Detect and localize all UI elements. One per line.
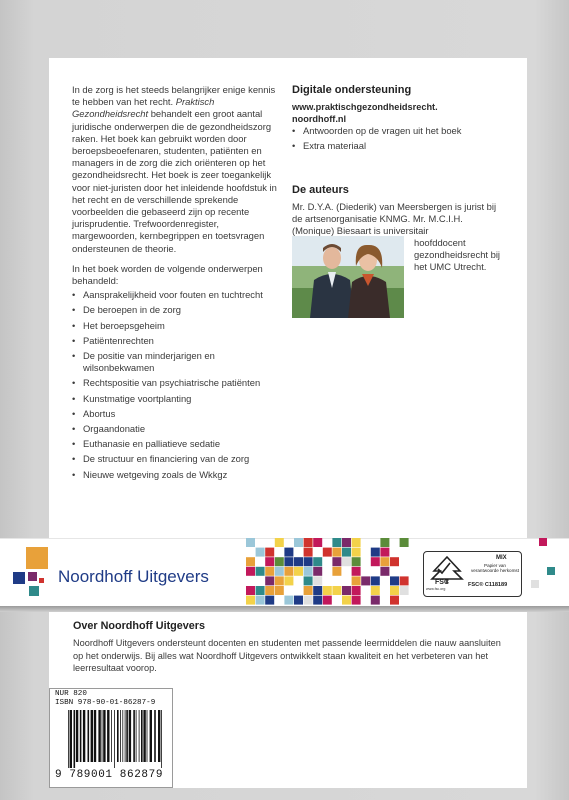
mosaic-tile: [313, 567, 322, 576]
authors-text-continued: hoofddocent gezondheidsrecht bij het UMC Utrecht.: [414, 237, 500, 273]
mosaic-tile: [371, 596, 380, 605]
barcode-bar: [147, 710, 148, 762]
list-item: • Extra materiaal: [292, 140, 502, 152]
barcode-bar: [111, 710, 112, 762]
mosaic-tile: [371, 576, 380, 585]
mosaic-tile: [275, 538, 284, 547]
mosaic-tile: [284, 567, 293, 576]
barcode-bar: [94, 710, 96, 762]
mosaic-tile: [361, 557, 370, 566]
barcode-bar: [91, 710, 93, 762]
mosaic-tile: [246, 557, 255, 566]
mosaic-tile: [256, 567, 265, 576]
fsc-logo-label: FSC: [435, 579, 449, 586]
mosaic-tile: [342, 557, 351, 566]
support-url-line-1: www.praktischgezondheidsrecht.: [292, 102, 438, 112]
mosaic-tile: [400, 586, 409, 595]
mosaic-tile: [323, 586, 332, 595]
mosaic-tile: [313, 538, 322, 547]
mosaic-tile: [400, 538, 409, 547]
mosaic-tile: [265, 548, 274, 557]
authors-heading: De auteurs: [292, 184, 349, 196]
barcode-bar: [117, 710, 119, 762]
mosaic-tile: [284, 557, 293, 566]
mosaic-tile: [304, 548, 313, 557]
barcode-digits: 9 789001 862879: [55, 769, 164, 781]
mosaic-tile: [275, 576, 284, 585]
barcode-bar: [120, 710, 121, 762]
publisher-logo-text: Noordhoff Uitgevers: [58, 567, 209, 586]
topics-intro: In het boek worden de volgende onderwerpen behandeld:: [72, 262, 263, 287]
mosaic-tile: [256, 548, 265, 557]
mosaic-tile: [380, 557, 389, 566]
barcode-bar: [74, 710, 76, 768]
mosaic-tile: [323, 548, 332, 557]
mosaic-tile: [352, 567, 361, 576]
about-text: Noordhoff Uitgevers ondersteunt docenten en studenten met passende leermiddelen die nauw aansluiten op het onderwijs. Bij alles wat Noordhoff Uitgevers ontwikkelt staan kwaliteit en het verbeteren van het leerresultaat voorop.: [73, 638, 501, 674]
barcode-bar: [136, 710, 137, 762]
mosaic-tile: [294, 567, 303, 576]
fsc-code: FSC® C118189: [468, 582, 508, 588]
barcode-bar: [125, 710, 126, 762]
mosaic-tile: [304, 596, 313, 605]
list-item: • Nieuwe wetgeving zoals de Wkkgz: [72, 469, 282, 481]
barcode-bar: [126, 710, 128, 762]
isbn-block: [55, 690, 155, 708]
mosaic-tile: [246, 596, 255, 605]
list-item: • Rechtspositie van psychiatrische patiënten: [72, 377, 282, 389]
mosaic-tile: [361, 586, 370, 595]
barcode-bar: [107, 710, 109, 762]
fsc-label: [423, 551, 522, 597]
mosaic-tile: [313, 596, 322, 605]
isbn-code: ISBN 978-90-01-86287-9: [55, 699, 156, 707]
intro-paragraph: In de zorg is het steeds belangrijker enige kennis te hebben van het recht. Praktisch Gezondheidsrecht behandelt een groot aantal juridische onderwerpen die de gezondheidszorg raken. Het boek kan gebruikt worden door beroepsbeoefenaren, studenten, patiënten en managers in de zorg die zich oriënteren op het gezondheidsrecht. Het boek is zeer toegankelijk voor niet-juristen door het inleidende hoofdstuk in het recht en de verschillende sprekende voorbeelden die gebaseerd zijn op recente jurisprudentie. Trefwoordenregister, margewoorden, kernbegrippen en toetsvragen ondersteunen de theorie.: [72, 84, 277, 254]
mosaic-tile: [284, 548, 293, 557]
mosaic-tile: [275, 586, 284, 595]
list-item: • Kunstmatige voortplanting: [72, 393, 282, 405]
mosaic-tile: [342, 586, 351, 595]
mosaic-tile: [352, 538, 361, 547]
mosaic-tile: [380, 538, 389, 547]
mosaic-tile: [342, 596, 351, 605]
list-item: • Antwoorden op de vragen uit het boek: [292, 125, 502, 137]
mosaic-tile: [304, 576, 313, 585]
mosaic-tile: [265, 576, 274, 585]
barcode-bar: [122, 710, 123, 762]
nur-code: NUR 820: [55, 690, 87, 698]
mosaic-tile: [304, 557, 313, 566]
mosaic-tile: [294, 538, 303, 547]
support-url-line-2: noordhoff.nl: [292, 114, 347, 124]
mosaic-tile: [275, 567, 284, 576]
mosaic-tile: [313, 576, 322, 585]
mosaic-tile: [332, 567, 341, 576]
barcode-bar: [68, 710, 69, 768]
mosaic-tile: [256, 596, 265, 605]
mosaic-tile: [390, 576, 399, 585]
mosaic-tile: [380, 586, 389, 595]
mosaic-tile: [256, 576, 265, 585]
barcode-icon: [66, 710, 165, 768]
digital-support-list: [292, 125, 502, 155]
mosaic-tile: [313, 557, 322, 566]
barcode-bar: [98, 710, 100, 762]
mosaic-tile: [400, 576, 409, 585]
support-url[interactable]: [292, 101, 502, 125]
barcode-bar: [158, 710, 160, 762]
barcode-bar: [139, 710, 140, 762]
mosaic-tile: [332, 538, 341, 547]
list-item: • Orgaandonatie: [72, 423, 282, 435]
mosaic-tile: [294, 596, 303, 605]
mosaic-pattern: [246, 538, 414, 606]
barcode-bar: [83, 710, 85, 762]
mosaic-tile: [304, 567, 313, 576]
mosaic-tile: [332, 586, 341, 595]
mosaic-tile: [342, 548, 351, 557]
list-item: • De structuur en financiering van de zorg: [72, 453, 282, 465]
mosaic-tile: [256, 586, 265, 595]
barcode-bar: [133, 710, 135, 762]
mosaic-tile: [323, 567, 332, 576]
mosaic-tile: [390, 586, 399, 595]
barcode-bar: [80, 710, 82, 762]
barcode-bar: [76, 710, 78, 762]
mosaic-tile: [342, 538, 351, 547]
list-item: • De positie van minderjarigen en wilsonbekwamen: [72, 350, 282, 374]
fsc-mix: MIX: [496, 555, 507, 561]
mosaic-tile: [313, 586, 322, 595]
mosaic-tile: [352, 548, 361, 557]
fsc-text: Papier van verantwoorde herkomst: [470, 563, 519, 574]
mosaic-tile: [265, 557, 274, 566]
barcode-bar: [88, 710, 90, 762]
barcode-bar: [154, 710, 156, 762]
mosaic-tile: [265, 586, 274, 595]
barcode-bar: [161, 710, 162, 768]
mosaic-tile: [371, 548, 380, 557]
mosaic-tile: [265, 567, 274, 576]
decorative-square: [539, 538, 547, 546]
mosaic-tile: [352, 596, 361, 605]
mosaic-tile: [304, 538, 313, 547]
mosaic-tile: [332, 557, 341, 566]
list-item: • Euthanasie en palliatieve sedatie: [72, 438, 282, 450]
decorative-square: [547, 567, 555, 575]
barcode-bar: [141, 710, 143, 762]
digital-support-heading: Digitale ondersteuning: [292, 84, 412, 96]
list-item: • De beroepen in de zorg: [72, 304, 282, 316]
mosaic-tile: [390, 557, 399, 566]
mosaic-tile: [246, 538, 255, 547]
mosaic-tile: [390, 596, 399, 605]
mosaic-tile: [304, 586, 313, 595]
list-item: • Patiëntenrechten: [72, 335, 282, 347]
mosaic-tile: [246, 567, 255, 576]
barcode-bar: [103, 710, 105, 762]
list-item: • Abortus: [72, 408, 282, 420]
mosaic-tile: [361, 576, 370, 585]
mosaic-tile: [352, 557, 361, 566]
mosaic-tile: [352, 586, 361, 595]
mosaic-tile: [265, 596, 274, 605]
barcode-bar: [114, 710, 115, 768]
mosaic-tile: [294, 557, 303, 566]
mosaic-tile: [361, 567, 370, 576]
mosaic-tile: [275, 557, 284, 566]
mosaic-tile: [332, 548, 341, 557]
mosaic-tile: [284, 596, 293, 605]
topics-list: [72, 289, 282, 481]
mosaic-tile: [371, 557, 380, 566]
list-item: • Het beroepsgeheim: [72, 320, 282, 332]
mosaic-tile: [371, 586, 380, 595]
barcode-bar: [143, 710, 145, 762]
fsc-url: www.fsc.org: [426, 587, 446, 591]
mosaic-tile: [352, 576, 361, 585]
decorative-square: [531, 580, 539, 588]
description-column: [72, 84, 282, 484]
mosaic-tile: [323, 596, 332, 605]
barcode-bar: [70, 710, 72, 768]
barcode-bar: [129, 710, 131, 762]
about-heading: Over Noordhoff Uitgevers: [73, 620, 205, 632]
mosaic-tile: [380, 548, 389, 557]
mosaic-tile: [380, 567, 389, 576]
barcode-bar: [150, 710, 152, 762]
barcode-bar: [102, 710, 103, 762]
mosaic-tile: [246, 586, 255, 595]
mosaic-tile: [284, 576, 293, 585]
authors-text: Mr. D.Y.A. (Diederik) van Meersbergen is jurist bij de artsenorganisatie KNMG. Mr. M.C.I.H. (Monique) Biesaart is universitair: [292, 201, 497, 237]
list-item: • Aansprakelijkheid voor fouten en tuchtrecht: [72, 289, 282, 301]
authors-photo: [292, 236, 404, 318]
